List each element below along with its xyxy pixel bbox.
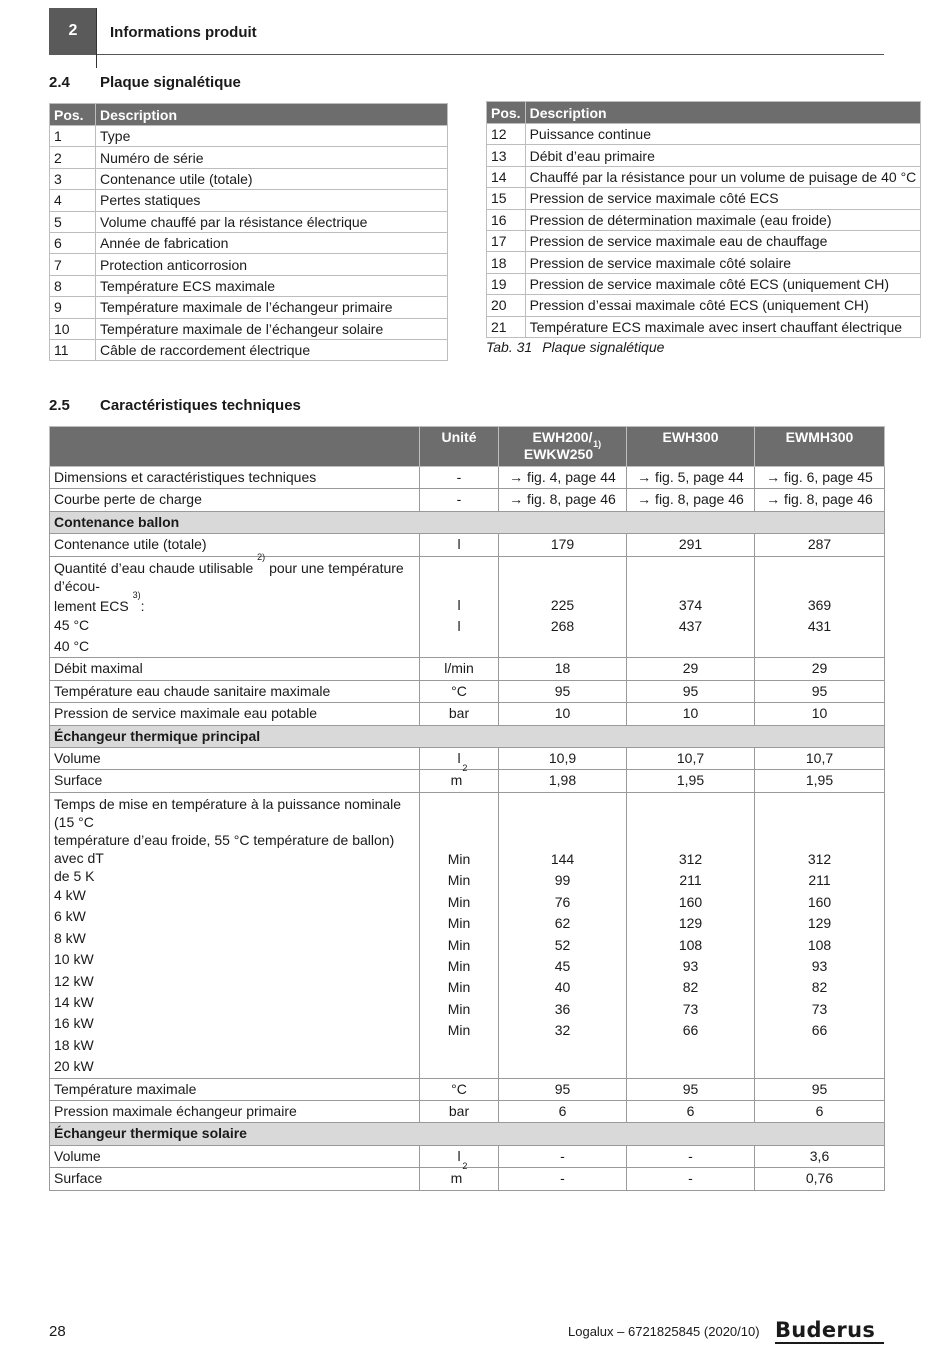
cell-ewh200: 10,9 (499, 748, 627, 770)
cell-pos: 19 (487, 273, 526, 294)
plate-table-right (486, 101, 921, 338)
cell-ewh300: 291 (627, 534, 755, 556)
group-label: Échangeur thermique principal (50, 725, 885, 747)
table-row (50, 339, 448, 360)
cell-pos: 16 (487, 209, 526, 230)
cell-unit: bar (420, 1100, 499, 1122)
sub-label: 6 kW (54, 908, 86, 925)
section-number: 2.4 (49, 74, 70, 91)
value: 369 (807, 596, 832, 613)
cell-description: Débit d’eau primaire (525, 145, 921, 166)
value: 32 (554, 1022, 571, 1039)
cell-description: Pression de détermination maximale (eau froide) (525, 209, 921, 230)
table-row (50, 467, 885, 489)
cell-pos: 7 (50, 254, 96, 275)
table-row (50, 318, 448, 339)
cell-unit (420, 763, 499, 792)
cell-ewmh300 (755, 792, 885, 1078)
text: lement ECS (54, 597, 129, 614)
page-number: 28 (49, 1323, 66, 1340)
value: 211 (679, 872, 702, 889)
sub-label: 20 kW (54, 1058, 94, 1075)
table-row (50, 680, 885, 702)
cell-ewh200: 6 (499, 1100, 627, 1122)
value: 73 (811, 1000, 828, 1017)
section-title: Caractéristiques techniques (100, 397, 301, 414)
footnote-ref: 1) (593, 439, 602, 449)
group-row (50, 725, 885, 747)
table-header-row (50, 104, 448, 126)
section-2-5-heading (49, 397, 301, 414)
cell-description: Température ECS maximale (96, 275, 448, 296)
brand-logo: Buderus (775, 1318, 876, 1342)
cell-pos: 20 (487, 295, 526, 316)
value: 160 (678, 893, 703, 910)
sub-label: 10 kW (54, 951, 94, 968)
cell-pos: 13 (487, 145, 526, 166)
cell-unit (420, 792, 499, 1078)
cell-ewh200: 95 (499, 1078, 627, 1100)
value: 93 (682, 957, 699, 974)
chapter-divider (96, 8, 97, 68)
table-row (487, 209, 921, 230)
cell-pos: 9 (50, 297, 96, 318)
value: Min (447, 957, 471, 974)
col-description: Description (96, 104, 448, 126)
cell-ewmh300: 10,7 (755, 748, 885, 770)
table-row (50, 489, 885, 511)
cell-unit: l (420, 1145, 499, 1167)
value: 73 (682, 1000, 699, 1017)
value: 160 (807, 893, 832, 910)
cell-ewh300: 1,95 (627, 770, 755, 792)
cell-ewh300: → fig. 8, page 46 (627, 489, 755, 511)
cell-description: Pression de service maximale côté ECS (525, 188, 921, 209)
plate-table-left (49, 103, 448, 361)
table-row (50, 297, 448, 318)
table-header-row (487, 102, 921, 124)
cell-description: Pertes statiques (96, 190, 448, 211)
table-row (50, 232, 448, 253)
sub-label: 12 kW (54, 972, 94, 989)
cell-ewmh300: → fig. 8, page 46 (755, 489, 885, 511)
table-row (487, 230, 921, 251)
table-row (487, 124, 921, 145)
cell-description: Année de fabrication (96, 232, 448, 253)
table-row (50, 1078, 885, 1100)
value: 93 (811, 957, 828, 974)
cell-description: Température maximale de l’échangeur primaire (96, 297, 448, 318)
sub-label: 45 °C (54, 616, 90, 633)
value: 62 (554, 915, 571, 932)
cell-ewh200: - (499, 1145, 627, 1167)
cell-description: Pression de service maximale côté ECS (uniquement CH) (525, 273, 921, 294)
cell-label: Surface (50, 1168, 420, 1190)
label-line: température d’eau froide, 55 °C température de ballon) avec dT (54, 831, 395, 866)
table-row (50, 748, 885, 770)
sub-label: 18 kW (54, 1036, 94, 1053)
cell-ewmh300: 95 (755, 680, 885, 702)
cell-pos: 21 (487, 316, 526, 337)
cell-unit: - (420, 489, 499, 511)
group-label: Échangeur thermique solaire (50, 1123, 885, 1145)
table-row (487, 145, 921, 166)
cell-ewh300: 10 (627, 703, 755, 725)
cell-unit: °C (420, 1078, 499, 1100)
cell-ewh200: 95 (499, 680, 627, 702)
cell-ewh200: - (499, 1168, 627, 1190)
cell-ewh300: - (627, 1168, 755, 1190)
value: 76 (554, 893, 571, 910)
value: 45 (554, 957, 571, 974)
cell-ewmh300: 95 (755, 1078, 885, 1100)
group-row (50, 1123, 885, 1145)
label-line: de 5 K (54, 867, 95, 884)
value: 82 (811, 979, 828, 996)
value: 374 (678, 596, 703, 613)
value: 312 (807, 850, 832, 867)
cell-description: Température ECS maximale avec insert chauffant électrique (525, 316, 921, 337)
cell-ewh200: 10 (499, 703, 627, 725)
sub-label: 4 kW (54, 886, 86, 903)
sub-label: 16 kW (54, 1015, 94, 1032)
cell-label: Température maximale (50, 1078, 420, 1100)
header-rule (97, 54, 884, 55)
section-2-4-heading (49, 74, 241, 91)
cell-unit: - (420, 467, 499, 489)
value: l (457, 596, 461, 613)
value: 108 (678, 936, 703, 953)
value: 66 (682, 1022, 699, 1039)
cell-description: Pression de service maximale côté solaire (525, 252, 921, 273)
cell-pos: 12 (487, 124, 526, 145)
cell-unit: l (420, 748, 499, 770)
cell-ewh300: - (627, 1145, 755, 1167)
sub-label: 14 kW (54, 993, 94, 1010)
value: 225 (550, 596, 575, 613)
cell-label: Dimensions et caractéristiques techniques (50, 467, 420, 489)
cell-label: Volume (50, 1145, 420, 1167)
table-row (487, 188, 921, 209)
cell-label: Débit maximal (50, 658, 420, 680)
cell-pos: 14 (487, 166, 526, 187)
value: 36 (554, 1000, 571, 1017)
table-row-multi (50, 792, 885, 1078)
cell-description: Pression de service maximale eau de chauffage (525, 230, 921, 251)
table-row (50, 1145, 885, 1167)
table-row (487, 295, 921, 316)
col-description: Description (525, 102, 921, 124)
label-line (54, 589, 415, 615)
cell-ewh300: → fig. 5, page 44 (627, 467, 755, 489)
value: 66 (811, 1022, 828, 1039)
cell-unit: l/min (420, 658, 499, 680)
cell-ewmh300: 6 (755, 1100, 885, 1122)
value: Min (447, 915, 471, 932)
cell-ewmh300 (755, 556, 885, 658)
table-row (50, 126, 448, 147)
cell-ewh200: → fig. 8, page 46 (499, 489, 627, 511)
section-number: 2.5 (49, 397, 70, 414)
label-line (54, 551, 415, 595)
value: Min (447, 850, 471, 867)
cell-description: Température maximale de l’échangeur solaire (96, 318, 448, 339)
cell-label (50, 792, 420, 1078)
col-label (50, 427, 420, 467)
table-caption (486, 339, 664, 355)
cell-description: Contenance utile (totale) (96, 168, 448, 189)
cell-ewh300 (627, 556, 755, 658)
logo-underline (775, 1342, 884, 1344)
col-unit: Unité (420, 427, 499, 467)
table-row (50, 703, 885, 725)
footnote-ref: 3) (132, 589, 141, 600)
cell-unit: °C (420, 680, 499, 702)
document-reference: Logalux – 6721825845 (2020/10) (568, 1324, 760, 1339)
table-row (487, 273, 921, 294)
table-row (50, 658, 885, 680)
table-row-multi (50, 556, 885, 658)
value: Min (447, 1022, 471, 1039)
value: 108 (807, 936, 832, 953)
cell-label: Température eau chaude sanitaire maximale (50, 680, 420, 702)
text: Quantité d’eau chaude utilisable (54, 559, 254, 576)
cell-unit: l (420, 534, 499, 556)
cell-pos: 17 (487, 230, 526, 251)
cell-label: Surface (50, 770, 420, 792)
cell-ewmh300: 29 (755, 658, 885, 680)
cell-label: Pression de service maximale eau potable (50, 703, 420, 725)
cell-ewh300: 95 (627, 1078, 755, 1100)
value: 129 (678, 915, 703, 932)
col-pos: Pos. (487, 102, 526, 124)
value: 144 (550, 850, 575, 867)
value: 82 (682, 979, 699, 996)
value: Min (447, 893, 471, 910)
table-row (50, 254, 448, 275)
unit-text: m (450, 1170, 463, 1187)
cell-pos: 15 (487, 188, 526, 209)
table-row (50, 211, 448, 232)
value: 312 (678, 850, 703, 867)
cell-label: Courbe perte de charge (50, 489, 420, 511)
cell-description: Puissance continue (525, 124, 921, 145)
col-ewh200 (499, 427, 627, 467)
cell-label: Pression maximale échangeur primaire (50, 1100, 420, 1122)
cell-ewmh300: 10 (755, 703, 885, 725)
cell-ewmh300: → fig. 6, page 45 (755, 467, 885, 489)
text: : (140, 597, 145, 614)
table-row (50, 147, 448, 168)
cell-ewh200: 18 (499, 658, 627, 680)
cell-ewmh300: 0,76 (755, 1168, 885, 1190)
cell-ewmh300: 3,6 (755, 1145, 885, 1167)
cell-pos: 10 (50, 318, 96, 339)
cell-pos: 8 (50, 275, 96, 296)
cell-label: Volume (50, 748, 420, 770)
cell-ewh200: 1,98 (499, 770, 627, 792)
cell-pos: 4 (50, 190, 96, 211)
footnote-ref: 2) (257, 551, 266, 562)
value: 437 (678, 618, 703, 635)
table-row (50, 275, 448, 296)
table-row (487, 166, 921, 187)
cell-description: Pression d’essai maximale côté ECS (uniquement CH) (525, 295, 921, 316)
value: 40 (554, 979, 571, 996)
value: 268 (550, 618, 575, 635)
chapter-title: Informations produit (110, 24, 257, 41)
cell-ewh300: 29 (627, 658, 755, 680)
table-row (50, 1168, 885, 1190)
tech-specs-table (49, 426, 885, 1191)
col-ewh200-line1: EWH200/ (532, 429, 593, 445)
cell-ewh200: 179 (499, 534, 627, 556)
sub-label: 8 kW (54, 929, 86, 946)
cell-pos: 5 (50, 211, 96, 232)
caption-text: Plaque signalétique (542, 339, 665, 355)
unit-text: m (450, 772, 463, 789)
chapter-number: 2 (49, 8, 97, 55)
cell-ewh300: 6 (627, 1100, 755, 1122)
cell-pos: 1 (50, 126, 96, 147)
cell-description: Volume chauffé par la résistance électrique (96, 211, 448, 232)
value: 52 (554, 936, 571, 953)
table-row (50, 1100, 885, 1122)
value: Min (447, 936, 471, 953)
section-title: Plaque signalétique (100, 74, 241, 91)
value: 129 (807, 915, 832, 932)
cell-pos: 18 (487, 252, 526, 273)
cell-ewh200: → fig. 4, page 44 (499, 467, 627, 489)
cell-ewmh300: 1,95 (755, 770, 885, 792)
cell-ewh300: 10,7 (627, 748, 755, 770)
cell-pos: 3 (50, 168, 96, 189)
cell-unit (420, 1161, 499, 1190)
cell-description: Protection anticorrosion (96, 254, 448, 275)
col-ewh300: EWH300 (627, 427, 755, 467)
cell-pos: 11 (50, 339, 96, 360)
cell-unit: bar (420, 703, 499, 725)
cell-label (50, 551, 420, 658)
table-row (487, 252, 921, 273)
cell-description: Câble de raccordement électrique (96, 339, 448, 360)
table-row (487, 316, 921, 337)
value: Min (447, 872, 471, 889)
value: 431 (807, 618, 832, 635)
sub-label: 40 °C (54, 638, 90, 655)
cell-ewh200 (499, 792, 627, 1078)
unit-exponent: 2 (462, 763, 468, 774)
cell-ewmh300: 287 (755, 534, 885, 556)
col-ewh200-line2: EWKW250 (523, 446, 594, 462)
cell-pos: 2 (50, 147, 96, 168)
cell-label: Contenance utile (totale) (50, 534, 420, 556)
text: pour une température d’écou- (54, 559, 404, 594)
value: Min (447, 979, 471, 996)
group-label: Contenance ballon (50, 511, 885, 533)
cell-ewh300: 95 (627, 680, 755, 702)
cell-description: Type (96, 126, 448, 147)
table-header-row (50, 427, 885, 467)
table-row (50, 534, 885, 556)
cell-pos: 6 (50, 232, 96, 253)
table-row (50, 770, 885, 792)
caption-label: Tab. 31 (486, 339, 533, 355)
value: Min (447, 1000, 471, 1017)
value: l (457, 618, 461, 635)
col-pos: Pos. (50, 104, 96, 126)
cell-description: Chauffé par la résistance pour un volume de puisage de 40 °C (525, 166, 921, 187)
value: 99 (554, 872, 571, 889)
cell-unit (420, 556, 499, 658)
cell-ewh200 (499, 556, 627, 658)
col-ewmh300: EWMH300 (755, 427, 885, 467)
unit-exponent: 2 (462, 1161, 468, 1172)
value: 211 (808, 872, 831, 889)
table-row (50, 190, 448, 211)
table-row (50, 168, 448, 189)
cell-ewh300 (627, 792, 755, 1078)
group-row (50, 511, 885, 533)
label-line: Temps de mise en température à la puissance nominale (15 °C (54, 795, 402, 830)
cell-description: Numéro de série (96, 147, 448, 168)
